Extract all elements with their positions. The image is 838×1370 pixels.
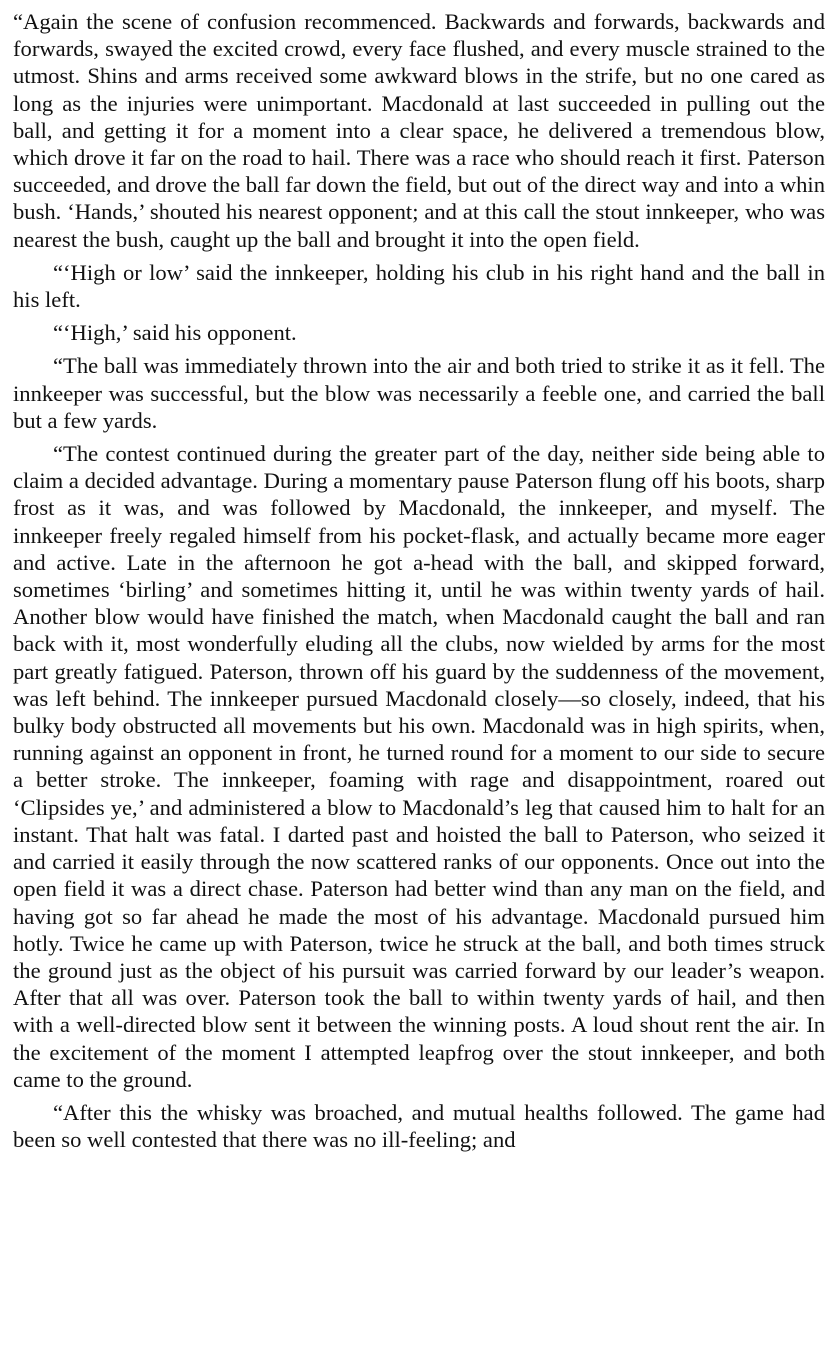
paragraph: “‘High or low’ said the innkeeper, holding his club in his right hand and the ball in his left. [13, 259, 825, 313]
paragraph: “After this the whisky was broached, and mutual healths followed. The game had been so well contested that there was no ill-feeling; and [13, 1099, 825, 1153]
document-page [13, 8, 825, 1159]
paragraph: “The ball was immediately thrown into the air and both tried to strike it as it fell. The innkeeper was successful, but the blow was necessarily a feeble one, and carried the ball but a few yards. [13, 353, 825, 433]
paragraph: “‘High,’ said his opponent. [53, 320, 297, 346]
paragraph: “Again the scene of confusion recommenced. Backwards and forwards, backwards and forwards, swayed the excited crowd, every face flushed, and every muscle strained to the utmost. Shins and arms received some awkward blows in the strife, but no one cared as long as the injuries were unimportant. Macdonald at last succeeded in pulling out the ball, and getting it for a moment into a clear space, he delivered a tremendous blow, which drove it far on the road to hail. There was a race who should reach it first. Paterson succeeded, and drove the ball far down the field, but out of the direct way and into a whin bush. ‘Hands,’ shouted his nearest opponent; and at this call the stout innkeeper, who was nearest the bush, caught up the ball and brought it into the open field. [13, 9, 825, 252]
paragraph: “The contest continued during the greater part of the day, neither side being able to claim a decided advantage. During a momentary pause Paterson flung off his boots, sharp frost as it was, and was followed by Macdonald, the innkeeper, and myself. The innkeeper freely regaled himself from his pocket-flask, and actually became more eager and active. Late in the afternoon he got a-head with the ball, and skipped forward, sometimes ‘birling’ and sometimes hitting it, until he was within twenty yards of hail. Another blow would have finished the match, when Macdonald caught the ball and ran back with it, most wonderfully eluding all the clubs, now wielded by arms for the most part greatly fatigued. Paterson, thrown off his guard by the suddenness of the movement, was left behind. The innkeeper pursued Macdonald closely—so closely, indeed, that his bulky body obstructed all movements but his own. Macdonald was in high spirits, when, running against an opponent in front, he turned round for a moment to our side to secure a better stroke. The innkeeper, foaming with rage and disappointment, roared out ‘Clipsides ye,’ and administered a blow to Macdonald’s leg that caused him to halt for an instant. That halt was fatal. I darted past and hoisted the ball to Paterson, who seized it and carried it easily through the now scattered ranks of our opponents. Once out into the open field it was a direct chase. Paterson had better wind than any man on the field, and having got so far ahead he made the most of his advantage. Macdonald pursued him hotly. Twice he came up with Paterson, twice he struck at the ball, and both times struck the ground just as the object of his pursuit was carried forward by our leader’s weapon. After that all was over. Paterson took the ball to within twenty yards of hail, and then with a well-directed blow sent it between the winning posts. A loud shout rent the air. In the excitement of the moment I attempted leapfrog over the stout innkeeper, and both came to the ground. [13, 441, 825, 1092]
